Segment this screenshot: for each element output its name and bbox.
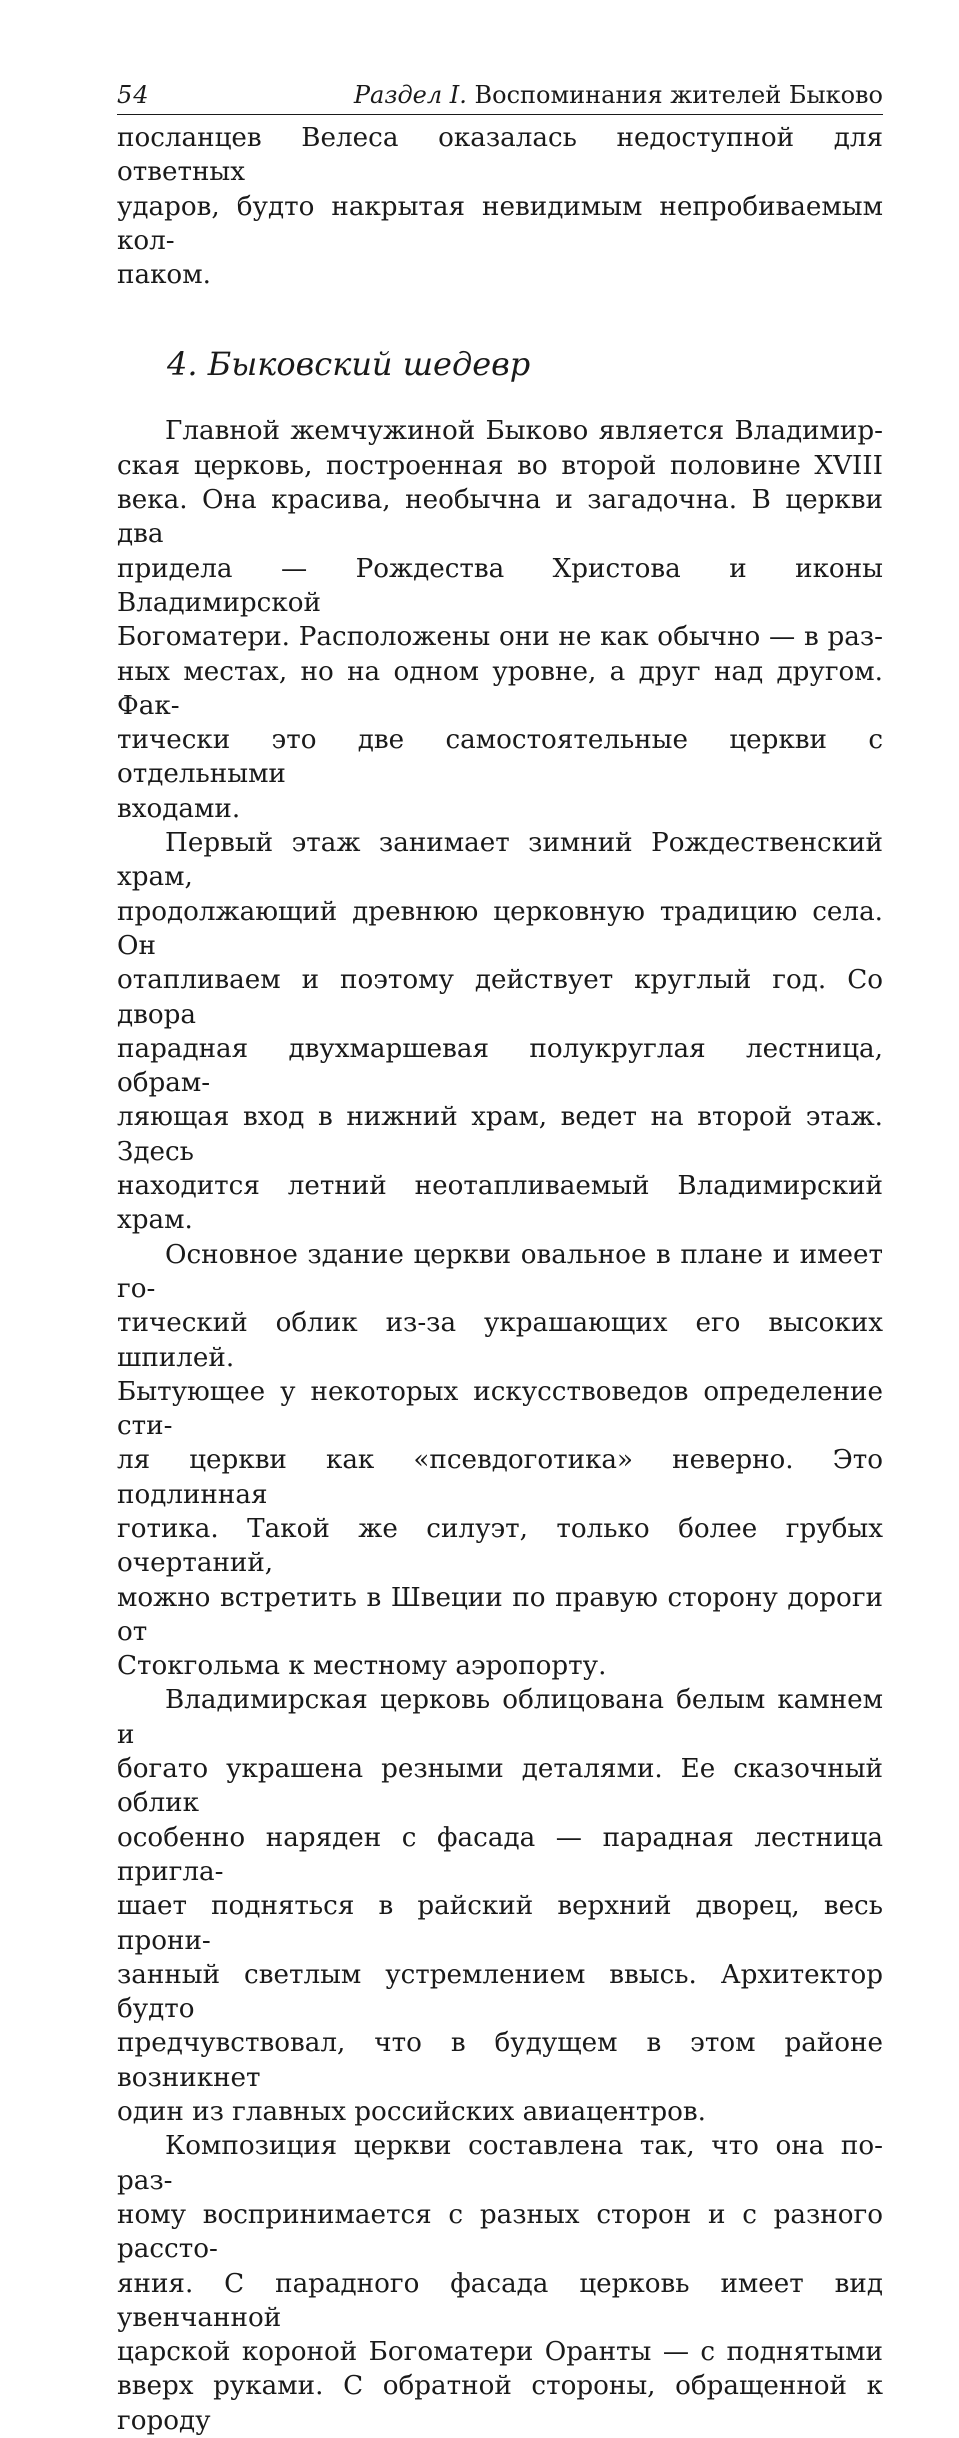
text-line: ляющая вход в нижний храм, ведет на второй этаж. Здесь [117,1102,883,1167]
body-text [117,414,883,2438]
text-line: можно встретить в Швеции по правую сторону дороги от [117,1582,883,1647]
text-line: века. Она красива, необычна и загадочна. В церкви два [117,485,883,550]
text-line: предчувствовал, что в будущем в этом районе возникнет [117,2028,883,2093]
text-line: один из главных российских авиацентров. [117,2097,706,2128]
intro-text [117,121,883,292]
text-line: посланцев Велеса оказалась недоступной для ответных [117,123,883,188]
text-line: вверх руками. С обратной стороны, обращенной к городу [117,2371,883,2436]
text-line: тический облик из-за украшающих его высоких шпилей. [117,1308,883,1373]
text-line: Основное здание церкви овальное в плане и имеет го- [117,1239,883,1304]
text-line: ному воспринимается с разных сторон и с разного рассто- [117,2199,883,2265]
text-line: Главной жемчужиной Быково является Владимир- [165,416,883,447]
text-line: отапливаем и поэтому действует круглый год. Со двора [117,965,883,1030]
chapter-heading: 4. Быковский шедевр [167,345,531,384]
text-line: Владимирская церковь облицована белым камнем и [117,1685,883,1750]
text-line: Композиция церкви составлена так, что она по-раз- [117,2131,883,2196]
text-line: паком. [117,260,211,291]
text-line: ных местах, но на одном уровне, а друг над другом. Фак- [117,656,883,721]
text-line: царской короной Богоматери Оранты — с поднятыми [117,2337,883,2368]
text-line: ская церковь, построенная во второй половине XVIII [117,450,883,481]
text-line: Бытующее у некоторых искусствоведов определение сти- [117,1376,883,1442]
text-line: парадная двухмаршевая полукруглая лестница, обрам- [117,1033,883,1099]
text-line: особенно наряден с фасада — парадная лестница пригла- [117,1822,883,1887]
text-line: находится летний неотапливаемый Владимирский храм. [117,1171,883,1236]
page-number: 54 [117,81,150,109]
text-line: придела — Рождества Христова и иконы Владимирской [117,553,883,618]
text-line: продолжающий древнюю церковную традицию села. Он [117,896,883,961]
running-head [117,80,883,115]
text-line: готика. Такой же силуэт, только более грубых очертаний, [117,1513,883,1579]
book-page [117,80,883,2438]
text-line: Стокгольма к местному аэропорту. [117,1651,607,1682]
text-line: Богоматери. Расположены они не как обычно — в раз- [117,622,883,653]
text-line: ударов, будто накрытая невидимым непробиваемым кол- [117,191,883,256]
text-line: входами. [117,793,241,824]
text-line: ля церкви как «псевдоготика» неверно. Это подлинная [117,1445,883,1510]
text-line: богато украшена резными деталями. Ее сказочный облик [117,1754,883,1819]
text-line: яния. С парадного фасада церковь имеет вид увенчанной [117,2268,883,2333]
section-title [354,80,883,110]
text-line: Первый этаж занимает зимний Рождественский храм, [117,828,883,893]
text-line: занный светлым устремлением ввысь. Архитектор будто [117,1959,883,2025]
text-line: шает подняться в райский верхний дворец, весь прони- [117,1891,883,1956]
section-part: Раздел I. [353,81,467,109]
text-line: тически это две самостоятельные церкви с отдельными [117,725,883,790]
section-name: Воспоминания жителей Быково [474,81,883,109]
